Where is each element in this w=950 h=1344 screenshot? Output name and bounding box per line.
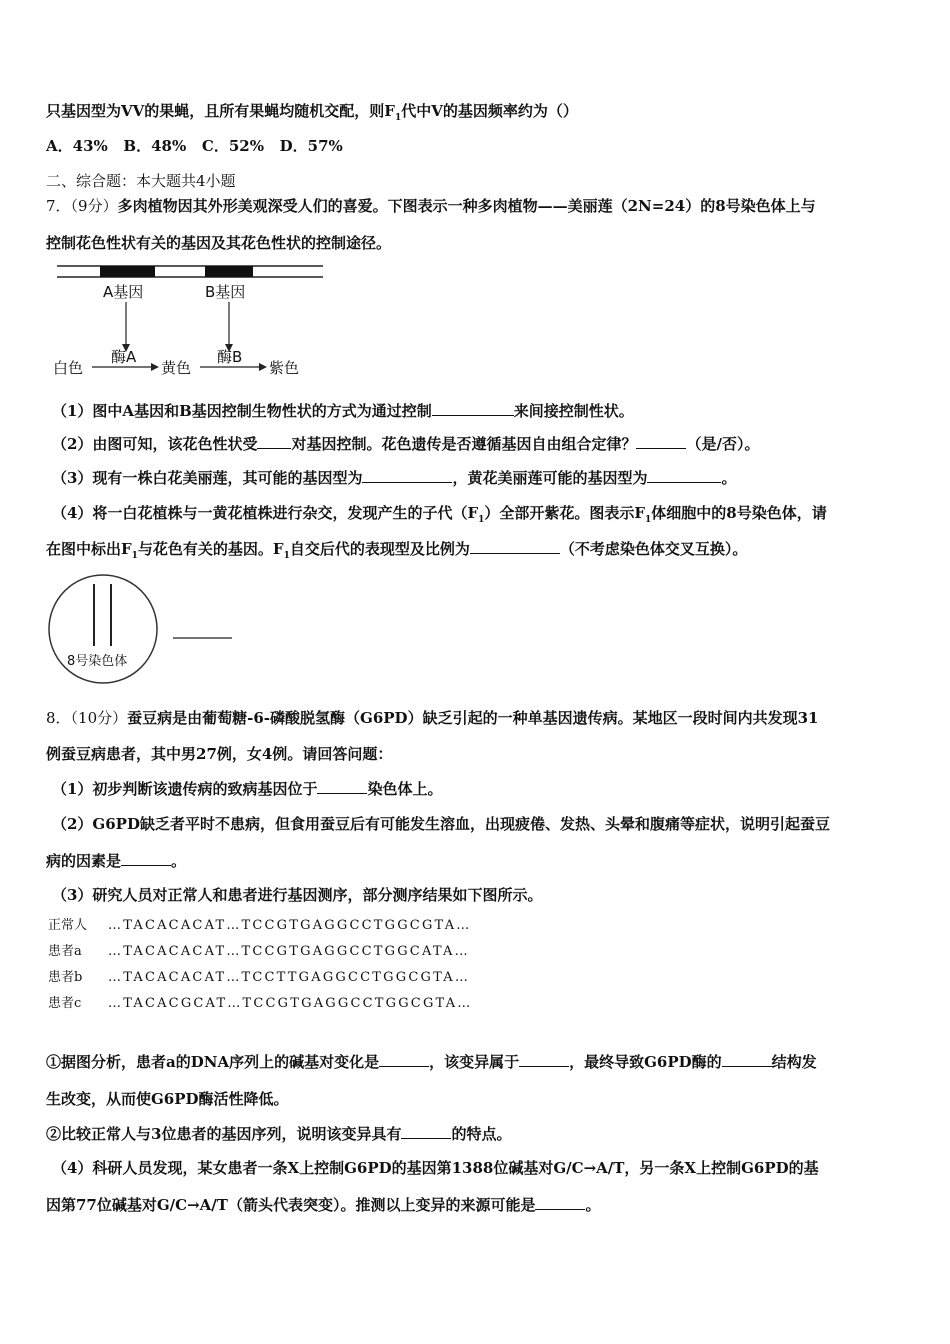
answer-options: A．43% B．48% C．52% D．57% (46, 137, 343, 155)
gene-b-label: B基因 (205, 283, 246, 301)
gene-a-label: A基因 (103, 283, 144, 301)
answer-blank[interactable] (636, 434, 686, 449)
answer-blank[interactable] (379, 1052, 429, 1067)
sequence-row: 患者b …TACACACAT…TCCTTGAGGCCTGGCGTA… (48, 970, 471, 985)
answer-blank[interactable] (121, 851, 171, 866)
section-heading: 二、综合题：本大题共4小题 (46, 172, 236, 190)
pathway-svg (45, 260, 345, 385)
answer-blank[interactable] (401, 1124, 451, 1139)
purple-label: 紫色 (269, 359, 300, 377)
q7-line1: 7．（9分）多肉植物因其外形美观深受人们的喜爱。下图表示一种多肉植物——美丽莲（2N=24）的8号染色体上与 (46, 197, 816, 215)
gene-b-band (205, 266, 253, 277)
q8-line1: 8．（10分）蚕豆病是由葡萄糖-6-磷酸脱氢酶（G6PD）缺乏引起的一种单基因遗传病。某地区一段时间内共发现31 (46, 709, 819, 727)
q8-line2: 例蚕豆病患者，其中男27例，女4例。请回答问题： (46, 745, 393, 763)
q8-part4-line2: 因第77位碱基对G/C→A/T（箭头代表突变）。推测以上变异的来源可能是 。 (46, 1196, 601, 1214)
gene-a-band (100, 266, 155, 277)
q7-part2: （2）由图可知，该花色性状受 对基因控制。花色遗传是否遵循基因自由组合定律？ （是/否）。 (52, 435, 760, 453)
yellow-label: 黄色 (161, 359, 192, 377)
q8-part2-line1: （2）G6PD缺乏者平时不患病，但食用蚕豆后有可能发生溶血，出现疲倦、发热、头晕和腹痛等症状，说明引起蚕豆 (52, 815, 830, 833)
q8-part1: （1）初步判断该遗传病的致病基因位于 染色体上。 (52, 780, 443, 798)
q8-sub2: ②比较正常人与3位患者的基因序列，说明该变异具有 的特点。 (46, 1125, 512, 1143)
answer-blank[interactable] (535, 1195, 585, 1210)
white-label: 白色 (53, 359, 84, 377)
q7-line2: 控制花色性状有关的基因及其花色性状的控制途径。 (46, 234, 392, 252)
answer-blank[interactable] (470, 539, 560, 554)
q8-part4-line1: （4）科研人员发现，某女患者一条X上控制G6PD的基因第1388位碱基对G/C→A/T，另一条X上控制G6PD的基 (52, 1159, 819, 1177)
enzyme-a-label: 酶A (111, 348, 137, 366)
sequence-row: 患者a …TACACACAT…TCCGTGAGGCCTGGCATA… (48, 944, 470, 959)
q7-part3: （3）现有一株白花美丽莲，其可能的基因型为 ，黄花美丽莲可能的基因型为 。 (52, 469, 737, 487)
sequence-row: 患者c …TACACGCAT…TCCGTGAGGCCTGGCGTA… (48, 996, 473, 1011)
cell-svg (45, 572, 245, 692)
chromosome-label: 8号染色体 (67, 654, 128, 669)
intro-line: 只基因型为VV的果蝇，且所有果蝇均随机交配，则$F_1$代中V的基因频率约为（） (46, 102, 578, 123)
gene-pathway-figure (45, 260, 345, 385)
answer-blank[interactable] (519, 1052, 569, 1067)
answer-blank[interactable] (362, 468, 452, 483)
q8-part2-line2: 病的因素是 。 (46, 852, 187, 870)
answer-blank[interactable] (647, 468, 721, 483)
q8-sub1-line2: 生改变，从而使G6PD酶活性降低。 (46, 1090, 289, 1108)
q8-sub1-line1: ①据图分析，患者a的DNA序列上的碱基对变化是 ，该变异属于 ，最终导致G6PD酶的 结构发 (46, 1053, 817, 1071)
answer-blank[interactable] (432, 401, 514, 416)
answer-blank[interactable] (722, 1052, 772, 1067)
answer-blank[interactable] (317, 779, 367, 794)
sequence-row: 正常人 …TACACACAT…TCCGTGAGGCCTGGCGTA… (48, 918, 472, 933)
q7-part4-line2: 在图中标出$F_1$与花色有关的基因。$F_1$自交后代的表现型及比例为 （不考虑染色体交叉互换）。 (46, 540, 748, 561)
q8-part3: （3）研究人员对正常人和患者进行基因测序，部分测序结果如下图所示。 (52, 886, 543, 904)
q7-part4-line1: （4）将一白花植株与一黄花植株进行杂交，发现产生的子代$(F_1)$全部开紫花。图表示$F_1$体细胞中的8号染色体，请 (52, 504, 827, 525)
chromosome-cell-figure (45, 572, 245, 692)
q7-part1: （1）图中A基因和B基因控制生物性状的方式为通过控制 来间接控制性状。 (52, 402, 634, 420)
enzyme-b-label: 酶B (217, 348, 243, 366)
answer-blank[interactable] (257, 434, 291, 449)
